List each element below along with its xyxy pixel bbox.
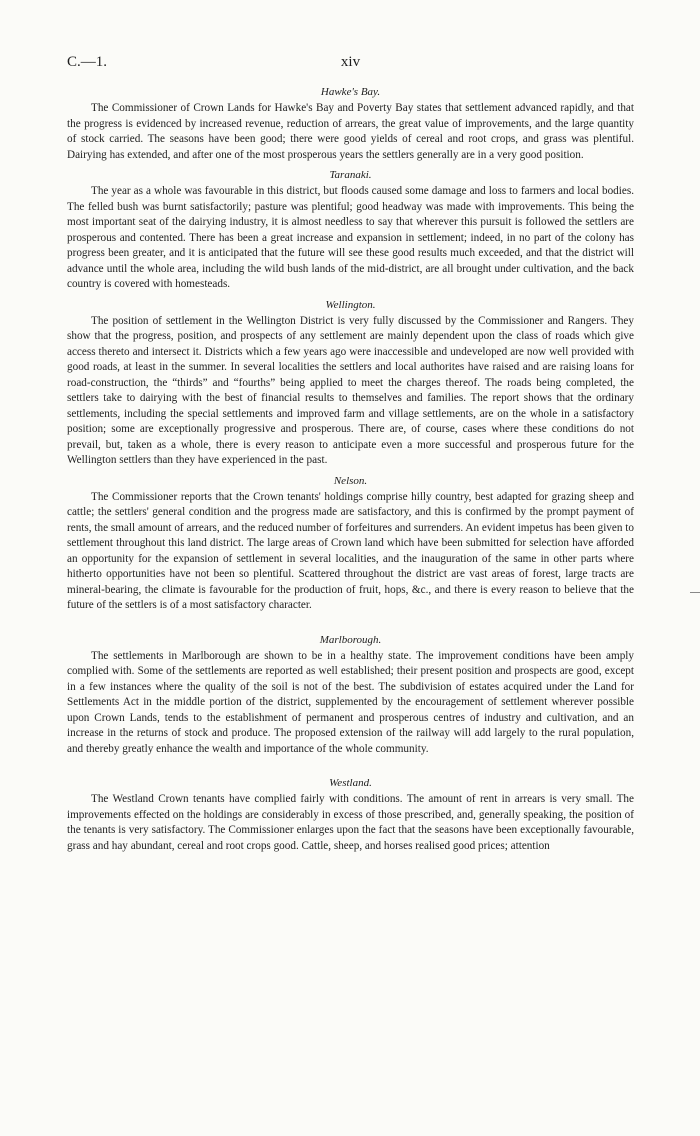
section-paragraph: The Commissioner reports that the Crown tenants' holdings comprise hilly country, best adapted for grazing sheep and cattle; the settlers' general condition and the progress made are satisfactory, and this is confirmed by the prompt payment of rents, the small amount of arrears, and the reduced number of forfeitures and surrenders. An evident impetus has been given to settlement throughout this land district. The large areas of Crown land which have been submitted for selection have afforded an opportunity for the expansion of settlement in several localities, and the inauguration of the same in other parts where hitherto opportunities have not been so plentiful. Scattered throughout the district are vast areas of forest, large tracts are mineral-bearing, the climate is favourable for the production of fruit, hops, &c., and there is every reason to believe that the future of the settlers is of a most satisfactory character. bbox=[67, 490, 634, 611]
section-taranaki bbox=[67, 167, 634, 293]
section-wellington bbox=[67, 297, 634, 469]
section-heading: Wellington. bbox=[325, 298, 376, 311]
section-spacer bbox=[67, 757, 634, 771]
section-nelson bbox=[67, 473, 634, 614]
section-marlborough bbox=[67, 632, 634, 758]
scan-edge-mark bbox=[690, 592, 700, 593]
section-hawkes-bay bbox=[67, 84, 634, 163]
document-page bbox=[67, 54, 634, 854]
page-number: xiv bbox=[340, 54, 361, 70]
running-header bbox=[67, 54, 634, 80]
section-paragraph: The year as a whole was favourable in this district, but floods caused some damage and loss to farmers and local bodies. The felled bush was burnt satisfactorily; pasture was plentiful; good headway was made with improvements. This being the most important seat of the dairying industry, it is almost needless to say that wherever this pursuit is followed the settlers are prosperous and contented. There has been a great increase and expansion in settlement; indeed, in no part of the colony has progress been greater, and it is anticipated that the future will see these good results much exceeded, and that the district will advance until the whole area, including the wild bush lands of the mid-district, are all brought under cultivation, and the back country is covered with homesteads. bbox=[67, 185, 634, 290]
section-heading: Westland. bbox=[329, 777, 372, 789]
section-heading: Marlborough. bbox=[319, 633, 382, 646]
section-spacer bbox=[67, 614, 634, 628]
section-heading: Hawke's Bay. bbox=[320, 86, 381, 98]
parliamentary-paper-reference: C.—1. bbox=[67, 54, 108, 70]
section-paragraph: The Commissioner of Crown Lands for Hawke's Bay and Poverty Bay states that settlement advanced rapidly, and that the progress is evidenced by increased revenue, reduction of arrears, the great value of improvements, and the large quantity of stock carried. The seasons have been good; there were good yields of cereal and root crops, and grass was plentiful. Dairying has extended, and after one of the most prosperous years the settlers generally are in a very good position. bbox=[67, 102, 634, 161]
section-paragraph: The Westland Crown tenants have complied fairly with conditions. The amount of rent in arrears is very small. The improvements effected on the holdings are considerably in excess of those prescribed, and, generally speaking, the position of the tenants is very satisfactory. The Commissioner enlarges upon the fact that the seasons have been exceptionally favourable, grass and hay abundant, cereal and root crops good. Cattle, sheep, and horses realised good prices; attention bbox=[67, 793, 634, 852]
section-westland bbox=[67, 775, 634, 854]
section-paragraph: The settlements in Marlborough are shown to be in a healthy state. The improvement conditions have been amply complied with. Some of the settlements are reported as well established; their present position and prospects are good, except in a few instances where the quality of the soil is not of the best. The subdivision of estates acquired under the Land for Settlements Act in the middle portion of the district, supplemented by the encouragement of settlement wherever possible upon Crown Lands, tends to the establishment of permanent and prosperous centres of industry and cultivation, and an increase in the returns of stock and produce. The proposed extension of the railway will add largely to the rural population, and thereby greatly enhance the wealth and importance of the whole community. bbox=[67, 649, 634, 755]
section-paragraph: The position of settlement in the Wellington District is very fully discussed by the Commissioner and Rangers. They show that the progress, position, and prospects of any settlement are mainly dependent upon the class of roads which give access thereto and intersect it. Districts which a few years ago were inaccessible and undeveloped are now well provided with good roads, at least in the summer. In several localities the settlers and local authorites have raised and are raising loans for road-construction, the “thirds” and “fourths” being applied to meet the charges thereof. The roads being completed, the settlers take to dairying with the best of financial results to themselves and families. The report shows that the ordinary settlements, including the special settlements and improved farm and village settlements, are on the whole in a satisfactory position; some are exceptionally progressive and prosperous. There are, of course, cases where these conditions do not prevail, but, taken as a whole, there is every reason to anticipate even a more successful and prosperous future for the Wellington settlers than they have experienced in the past. bbox=[67, 314, 634, 466]
section-heading: Nelson. bbox=[333, 474, 368, 487]
section-heading: Taranaki. bbox=[329, 169, 372, 181]
